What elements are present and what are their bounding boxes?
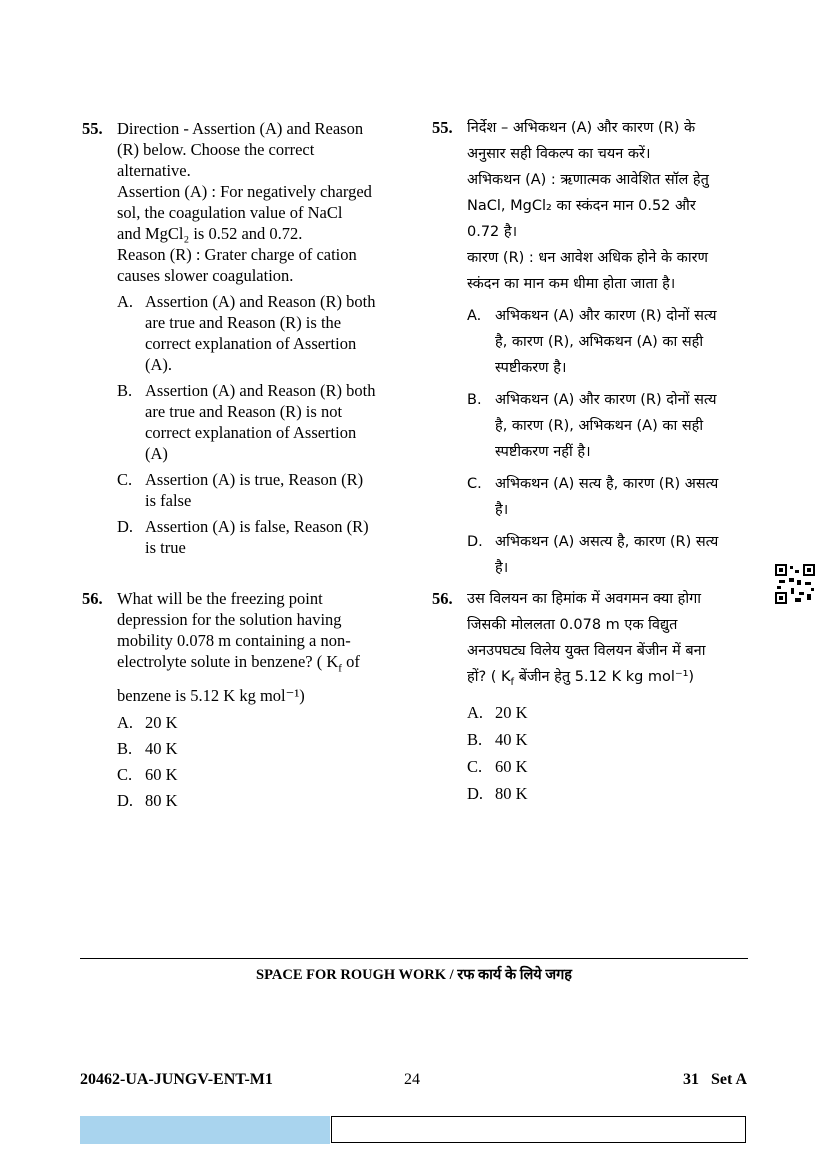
option-label: C. [117, 470, 133, 489]
option-text: is false [145, 491, 192, 510]
option-text: correct explanation of Assertion [145, 334, 357, 353]
option-text: है, कारण (R), अभिकथन (A) का सही [495, 334, 704, 350]
option-text: स्पष्टीकरण नहीं है। [495, 444, 591, 460]
option-text: है। [495, 502, 509, 518]
option-text: 80 K [145, 791, 178, 811]
option-text: 20 K [145, 713, 178, 733]
option-label: B. [117, 381, 133, 400]
q56-line: benzene is 5.12 K kg mol⁻¹) [117, 686, 305, 706]
q56-line: What will be the freezing point [117, 589, 323, 608]
option-a [467, 303, 752, 381]
option-text: Assertion (A) is false, Reason (R) [145, 517, 369, 536]
option-label: A. [117, 713, 134, 733]
q56-line: अनउपघट्य विलेय युक्त विलयन बेंजीन में बना [467, 643, 706, 659]
rough-work-divider [80, 958, 748, 959]
option-d [467, 783, 752, 804]
question-55-en [82, 118, 412, 558]
option-text: Assertion (A) and Reason (R) both [145, 292, 376, 311]
q56-line: mobility 0.078 m containing a non- [117, 631, 351, 650]
option-text: are true and Reason (R) is the [145, 313, 342, 332]
footer-code: 20462-UA-JUNGV-ENT-M1 [80, 1071, 273, 1088]
question-line: sol, the coagulation value of NaCl [117, 203, 343, 222]
option-text: are true and Reason (R) is not [145, 402, 343, 421]
question-line: निर्देश – अभिकथन (A) और कारण (R) के [467, 120, 696, 136]
option-c [117, 764, 412, 785]
option-text: 20 K [495, 702, 528, 722]
option-text: अभिकथन (A) असत्य है, कारण (R) सत्य [495, 534, 719, 550]
question-line: Direction - Assertion (A) and Reason [117, 119, 364, 138]
option-b [117, 738, 412, 759]
option-label: C. [467, 756, 483, 776]
question-line: अनुसार सही विकल्प का चयन करें। [467, 146, 651, 162]
question-line: 0.72 है। [467, 224, 518, 240]
option-a [117, 712, 412, 733]
option-d [467, 529, 752, 581]
option-label: C. [467, 476, 482, 492]
footer-box [331, 1116, 746, 1143]
question-56-en [82, 588, 412, 811]
option-text: स्पष्टीकरण है। [495, 360, 567, 376]
option-text: 40 K [495, 729, 528, 749]
question-line: NaCl, MgCl₂ का स्कंदन मान 0.52 और [467, 198, 696, 214]
option-b [467, 387, 752, 465]
option-label: A. [467, 702, 484, 722]
option-b [117, 380, 412, 464]
option-text: Assertion (A) and Reason (R) both [145, 381, 376, 400]
footer-page-number: 24 [404, 1071, 420, 1088]
option-label: B. [467, 392, 482, 408]
option-text: is true [145, 538, 186, 557]
option-a [117, 291, 412, 375]
option-text: अभिकथन (A) और कारण (R) दोनों सत्य [495, 392, 717, 408]
question-line: causes slower coagulation. [117, 266, 294, 285]
question-55-hi [432, 115, 752, 581]
option-text: 60 K [495, 756, 528, 776]
option-label: D. [117, 517, 134, 536]
question-line: (R) below. Choose the correct [117, 140, 315, 159]
option-text: 60 K [145, 765, 178, 785]
option-c [467, 471, 752, 523]
q56-line: उस विलयन का हिमांक में अवगमन क्या होगा [467, 591, 702, 607]
question-number: 56. [82, 589, 103, 608]
option-text: 40 K [145, 739, 178, 759]
option-text: है। [495, 560, 509, 576]
option-text: अभिकथन (A) और कारण (R) दोनों सत्य [495, 308, 717, 324]
q56-line: हों? ( $K_f$ बेंजीन हेतु 5.12 K kg mol⁻¹) [467, 669, 695, 688]
option-a [467, 702, 752, 723]
question-number: 56. [432, 589, 453, 608]
option-label: D. [117, 791, 134, 811]
option-label: B. [467, 729, 483, 749]
question-line: अभिकथन (A) : ऋणात्मक आवेशित सॉल हेतु [467, 172, 709, 188]
question-line: कारण (R) : धन आवेश अधिक होने के कारण [467, 250, 708, 266]
option-label: D. [467, 534, 483, 550]
option-label: A. [467, 308, 482, 324]
question-line: Assertion (A) : For negatively charged [117, 182, 372, 201]
question-number: 55. [82, 119, 103, 138]
question-line: and MgCl₂ is 0.52 and 0.72. [117, 224, 303, 243]
option-text: (A) [145, 444, 168, 463]
question-line: Reason (R) : Grater charge of cation [117, 245, 357, 264]
qr-code-icon [775, 564, 815, 604]
option-text: Assertion (A) is true, Reason (R) [145, 470, 364, 489]
option-text: correct explanation of Assertion [145, 423, 357, 442]
question-number: 55. [432, 118, 453, 137]
option-label: C. [117, 765, 133, 785]
option-c [117, 469, 412, 511]
option-text: अभिकथन (A) सत्य है, कारण (R) असत्य [495, 476, 719, 492]
option-text: है, कारण (R), अभिकथन (A) का सही [495, 418, 704, 434]
option-b [467, 729, 752, 750]
option-label: A. [117, 292, 134, 311]
option-d [117, 516, 412, 558]
question-line: स्कंदन का मान कम धीमा होता जाता है। [467, 276, 676, 292]
footer-color-bar [80, 1116, 330, 1144]
option-label: D. [467, 783, 484, 803]
rough-work-label: SPACE FOR ROUGH WORK / रफ कार्य के लिये जगह [256, 967, 572, 983]
option-text: (A). [145, 355, 173, 374]
option-c [467, 756, 752, 777]
footer-set: 31 Set A [683, 1071, 747, 1088]
q56-line: electrolyte solute in benzene? ( $K_f$ of [117, 652, 360, 675]
q56-line: depression for the solution having [117, 610, 342, 629]
option-d [117, 790, 412, 811]
option-text: 80 K [495, 783, 528, 803]
question-56-hi [432, 586, 752, 804]
question-line: alternative. [117, 161, 191, 180]
option-label: B. [117, 739, 133, 759]
q56-line: जिसकी मोललता 0.078 m एक विद्युत [467, 617, 678, 633]
